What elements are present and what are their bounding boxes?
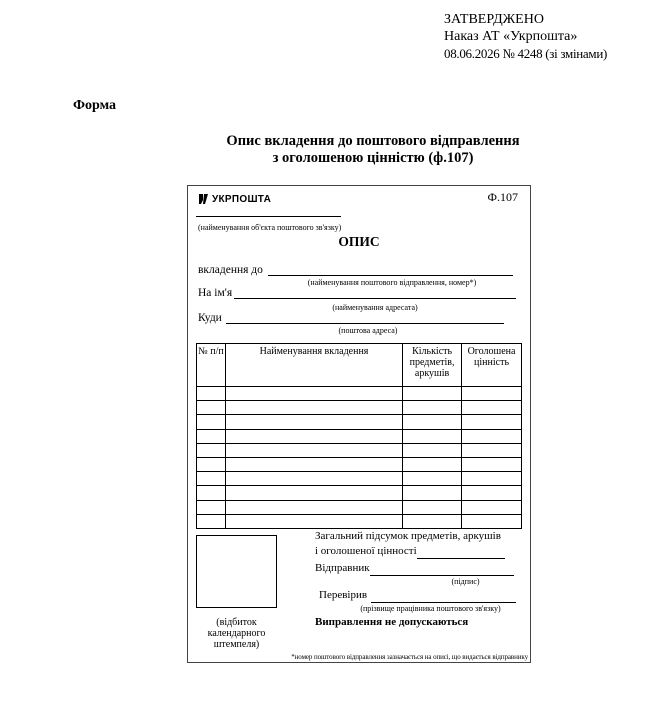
summary-line1: Загальний підсумок предметів, аркушів: [315, 530, 501, 542]
table-cell[interactable]: [197, 514, 226, 528]
sender-label: Відправник: [315, 562, 370, 574]
col-value-header: Оголошена цінність: [462, 344, 522, 387]
approval-date: 08.06.2026 № 4248 (зі змінами): [444, 46, 608, 61]
forma-label: Форма: [73, 98, 117, 113]
ukrposhta-logo-icon: [198, 193, 209, 205]
where-label: Куди: [198, 312, 222, 324]
where-line[interactable]: [226, 323, 504, 324]
ukrposhta-logo: [198, 193, 271, 205]
table-cell[interactable]: [462, 401, 522, 415]
table-cell[interactable]: [462, 486, 522, 500]
table-cell[interactable]: [403, 472, 462, 486]
office-name-line[interactable]: [196, 216, 341, 217]
table-row: [197, 429, 522, 443]
table-cell[interactable]: [462, 472, 522, 486]
table-cell[interactable]: [403, 500, 462, 514]
table-cell[interactable]: [197, 457, 226, 471]
table-row: [197, 457, 522, 471]
checker-name-line[interactable]: [371, 591, 516, 603]
table-cell[interactable]: [403, 443, 462, 457]
col-item-header: Найменування вкладення: [225, 344, 402, 387]
table-cell[interactable]: [403, 486, 462, 500]
approval-block: [444, 11, 607, 62]
document-title-line1: Опис вкладення до поштового відправлення: [226, 133, 520, 149]
form-107: [187, 185, 531, 663]
table-cell[interactable]: [225, 514, 402, 528]
table-cell[interactable]: [403, 514, 462, 528]
footnote: *номер поштового відправлення зазначається на описі, що видається відправнику: [291, 653, 528, 661]
table-cell[interactable]: [403, 429, 462, 443]
name-label: На ім'я: [198, 287, 233, 299]
document-title: [150, 133, 596, 167]
table-cell[interactable]: [225, 443, 402, 457]
checked-label: Перевірив: [319, 589, 368, 601]
col-number-header: № п/п: [197, 344, 226, 387]
stamp-caption: (відбиток календарного штемпеля): [207, 617, 266, 650]
table-row: [197, 514, 522, 528]
table-row: [197, 472, 522, 486]
name-line[interactable]: [234, 298, 516, 299]
table-cell[interactable]: [462, 457, 522, 471]
table-cell[interactable]: [462, 429, 522, 443]
table-cell[interactable]: [197, 401, 226, 415]
table-cell[interactable]: [197, 472, 226, 486]
table-row: [197, 401, 522, 415]
table-header-row: [197, 344, 522, 387]
approval-order: Наказ АТ «Укрпошта»: [444, 29, 578, 44]
col-quantity-header: Кількість предметів, аркушів: [403, 344, 462, 387]
table-cell[interactable]: [197, 486, 226, 500]
attachment-caption: (найменування поштового відправлення, номер*): [307, 278, 477, 287]
name-caption: (найменування адресата): [332, 303, 418, 312]
table-cell[interactable]: [225, 472, 402, 486]
logo-text: УКРПОШТА: [212, 193, 272, 205]
summary-section: [315, 529, 516, 630]
table-cell[interactable]: [225, 486, 402, 500]
table-row: [197, 443, 522, 457]
table-cell[interactable]: [197, 415, 226, 429]
checked-row: [319, 588, 516, 603]
table-row: [197, 415, 522, 429]
table-cell[interactable]: [462, 415, 522, 429]
table-row: [197, 486, 522, 500]
document-title-line2: з оголошеною цінністю (ф.107): [272, 150, 474, 166]
sender-row: [315, 561, 516, 576]
table-row: [197, 500, 522, 514]
table-cell[interactable]: [197, 500, 226, 514]
table-cell[interactable]: [403, 415, 462, 429]
table-cell[interactable]: [225, 401, 402, 415]
table-cell[interactable]: [462, 514, 522, 528]
signature-caption: (підпис): [451, 577, 480, 586]
table-cell[interactable]: [225, 429, 402, 443]
table-cell[interactable]: [197, 429, 226, 443]
table-cell[interactable]: [403, 457, 462, 471]
form-code: Ф.107: [487, 190, 518, 204]
table-cell[interactable]: [462, 443, 522, 457]
where-caption: (поштова адреса): [338, 326, 398, 335]
table-cell[interactable]: [225, 500, 402, 514]
summary-total-line[interactable]: [417, 547, 505, 559]
form-heading: ОПИС: [338, 234, 380, 249]
office-caption: (найменування об'єкта поштового зв'язку): [198, 223, 342, 232]
summary-line2: і оголошеної цінності: [315, 545, 417, 557]
table-cell[interactable]: [197, 387, 226, 401]
table-cell[interactable]: [225, 415, 402, 429]
table-row: [197, 387, 522, 401]
sender-signature-line[interactable]: [370, 564, 514, 576]
approval-title: ЗАТВЕРДЖЕНО: [444, 12, 544, 27]
attachment-label: вкладення до: [198, 264, 263, 276]
corrections-note: Виправлення не допускаються: [315, 616, 469, 628]
table-cell[interactable]: [462, 387, 522, 401]
table-cell[interactable]: [403, 401, 462, 415]
summary-line2-row: [315, 544, 516, 559]
table-cell[interactable]: [462, 500, 522, 514]
calendar-stamp-box: [196, 535, 277, 608]
table-cell[interactable]: [225, 457, 402, 471]
table-body: [197, 387, 522, 529]
checker-caption: (прізвище працівника поштового зв'язку): [360, 604, 501, 613]
attachments-table: [196, 343, 522, 529]
table-cell[interactable]: [225, 387, 402, 401]
table-cell[interactable]: [197, 443, 226, 457]
table-cell[interactable]: [403, 387, 462, 401]
attachment-line[interactable]: [268, 275, 513, 276]
